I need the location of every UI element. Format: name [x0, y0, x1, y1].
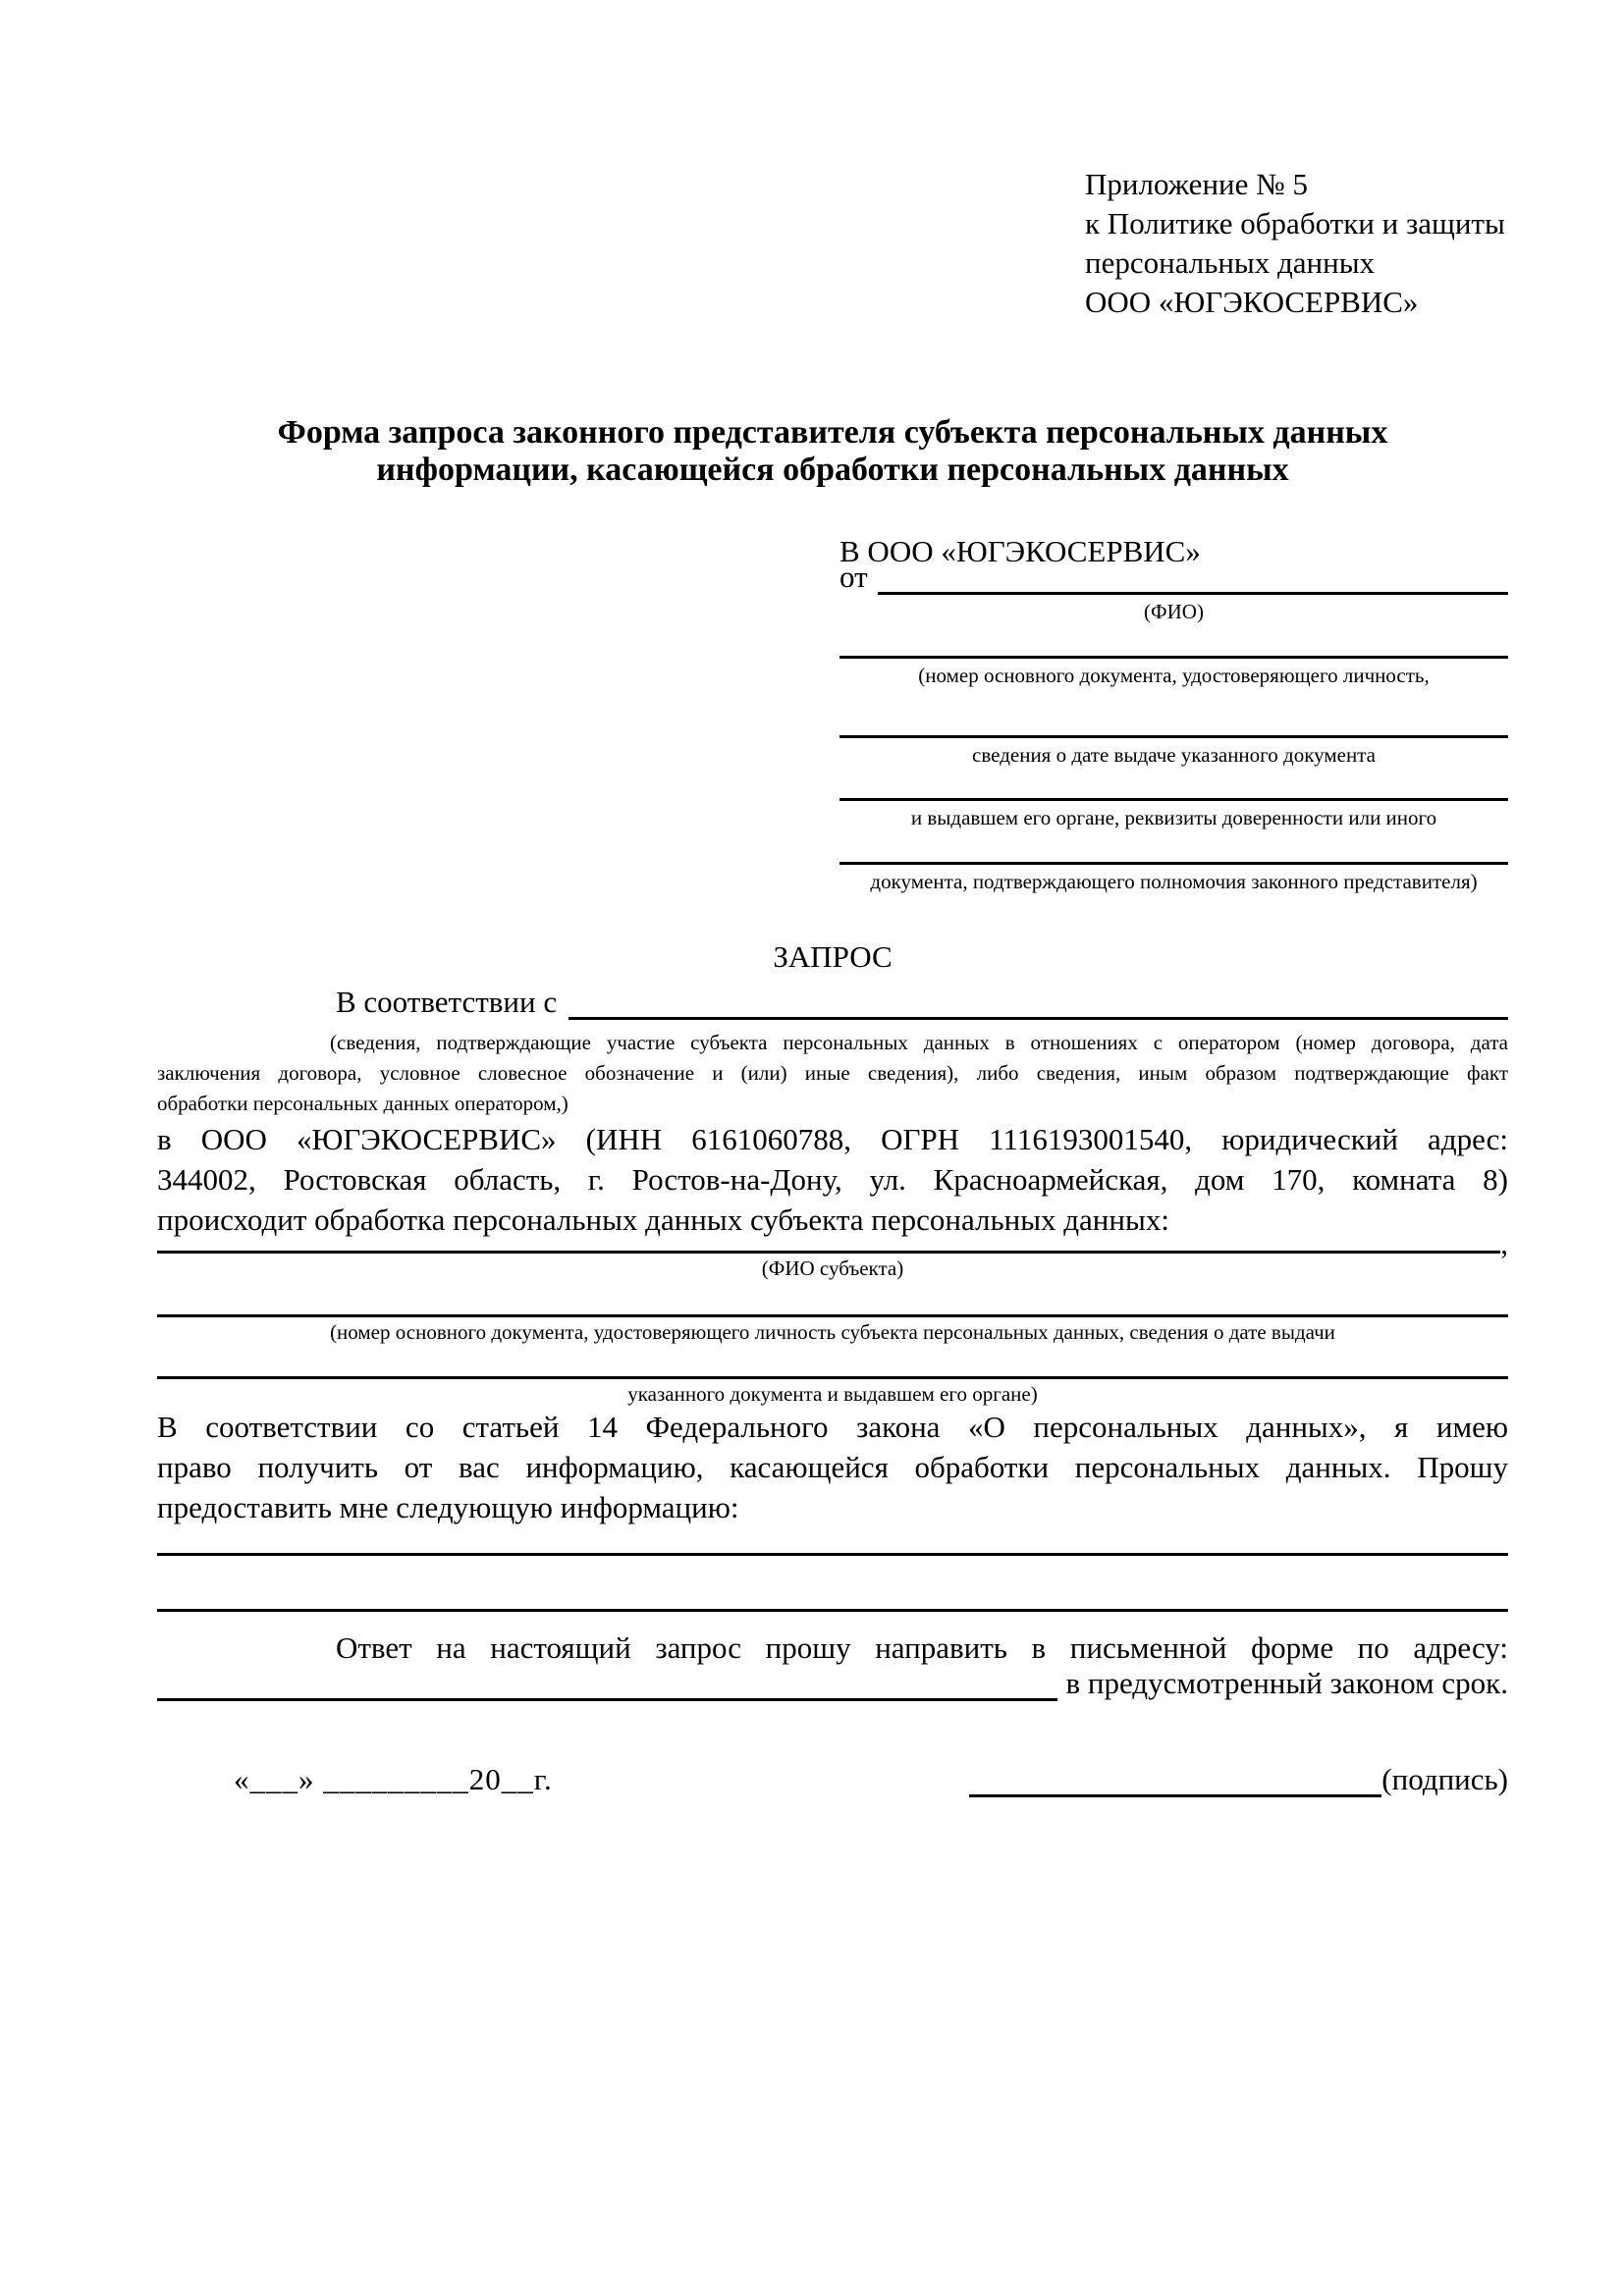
operator-line: происходит обработка персональных данных субъекта персональных данных:	[157, 1202, 1169, 1237]
form-title-line: информации, касающейся обработки персональных данных	[376, 452, 1289, 488]
addressee-block	[839, 534, 1508, 894]
reply-address-line	[157, 1668, 1508, 1701]
annex-line: к Политике обработки и защиты	[1085, 206, 1505, 240]
note-paragraph	[157, 1028, 1508, 1119]
law-paragraph	[157, 1407, 1508, 1527]
intro-label: В соответствии с	[336, 985, 558, 1019]
doc-caption-1: (номер основного документа, удостоверяющего личность,	[918, 664, 1430, 687]
doc-issuer-blank-field[interactable]	[839, 768, 1508, 801]
page-content	[157, 0, 1508, 1797]
doc-caption-4: документа, подтверждающего полномочия законного представителя)	[870, 870, 1478, 893]
info-blank-field-2[interactable]	[157, 1556, 1508, 1612]
intro-line	[157, 985, 1508, 1020]
doc-authority-blank-field[interactable]	[839, 830, 1508, 865]
subject-doc-caption-2: указанного документа и выдавшем его органе)	[627, 1382, 1038, 1406]
law-line: предоставить мне следующую информацию:	[157, 1490, 739, 1524]
intro-blank-field[interactable]	[568, 1017, 1508, 1020]
signature-group	[969, 1762, 1508, 1797]
law-line: право получить от вас информацию, касающейся обработки персональных данных. Прошу	[157, 1450, 1508, 1484]
annex-line: Приложение № 5	[1085, 167, 1308, 201]
operator-paragraph	[157, 1119, 1508, 1240]
date-blank-line[interactable]: «___» _________20__г.	[234, 1762, 553, 1796]
law-line: В соответствии со статьей 14 Федерального закона «О персональных данных», я имею	[157, 1410, 1508, 1444]
annex-line: ООО «ЮГЭКОСЕРВИС»	[1085, 285, 1419, 319]
from-label: от	[839, 560, 868, 594]
doc-issue-date-blank-field[interactable]	[839, 688, 1508, 738]
annex-line: персональных данных	[1085, 245, 1376, 280]
signature-date-row	[157, 1762, 1508, 1797]
doc-caption-3: и выдавшем его органе, реквизиты доверенности или иного	[910, 806, 1437, 829]
subject-fio-blank-field[interactable]	[157, 1251, 1500, 1254]
info-blank-field-1[interactable]	[157, 1527, 1508, 1556]
form-title	[157, 414, 1508, 489]
reply-address-blank-field[interactable]	[157, 1698, 1057, 1701]
note-line: заключения договора, условное словесное обозначение и (или) иные сведения), либо сведения, иным образом подтверждающие факт	[157, 1061, 1508, 1085]
annex-reference-block	[1085, 165, 1508, 322]
signature-caption: (подпись)	[1381, 1762, 1508, 1796]
subject-fio-caption: (ФИО субъекта)	[761, 1256, 904, 1280]
request-heading: ЗАПРОС	[773, 939, 893, 974]
subject-fio-comma: ,	[1500, 1226, 1508, 1260]
fio-caption: (ФИО)	[1144, 600, 1204, 623]
subject-doc-caption-1: (номер основного документа, удостоверяющего личность субъекта персональных данных, сведения о дате выдачи	[330, 1320, 1335, 1344]
reply-paragraph: Ответ на настоящий запрос прошу направить в письменной форме по адресу:	[336, 1630, 1508, 1665]
note-line: (сведения, подтверждающие участие субъекта персональных данных в отношениях с оператором (номер договора, дата	[330, 1031, 1508, 1054]
form-title-line: Форма запроса законного представителя субъекта персональных данных	[277, 414, 1388, 451]
signature-blank-field[interactable]	[969, 1765, 1381, 1797]
note-line: обработки персональных данных оператором,)	[157, 1092, 568, 1115]
addressee-to: В ООО «ЮГЭКОСЕРВИС»	[839, 534, 1201, 568]
reply-tail-text: в предусмотренный законом срок.	[1065, 1666, 1508, 1700]
from-blank-field[interactable]	[878, 592, 1508, 595]
from-line	[839, 560, 1508, 595]
operator-line: в ООО «ЮГЭКОСЕРВИС» (ИНН 6161060788, ОГРН 1116193001540, юридический адрес:	[157, 1122, 1508, 1156]
subject-doc-blank-field-1[interactable]	[157, 1281, 1508, 1317]
subject-fio-line	[157, 1226, 1508, 1260]
doc-number-blank-field[interactable]	[839, 624, 1508, 659]
subject-doc-blank-field-2[interactable]	[157, 1345, 1508, 1379]
doc-caption-2: сведения о дате выдаче указанного документа	[972, 743, 1376, 767]
operator-line: 344002, Ростовская область, г. Ростов-на-Дону, ул. Красноармейская, дом 170, комната 8)	[157, 1162, 1508, 1197]
